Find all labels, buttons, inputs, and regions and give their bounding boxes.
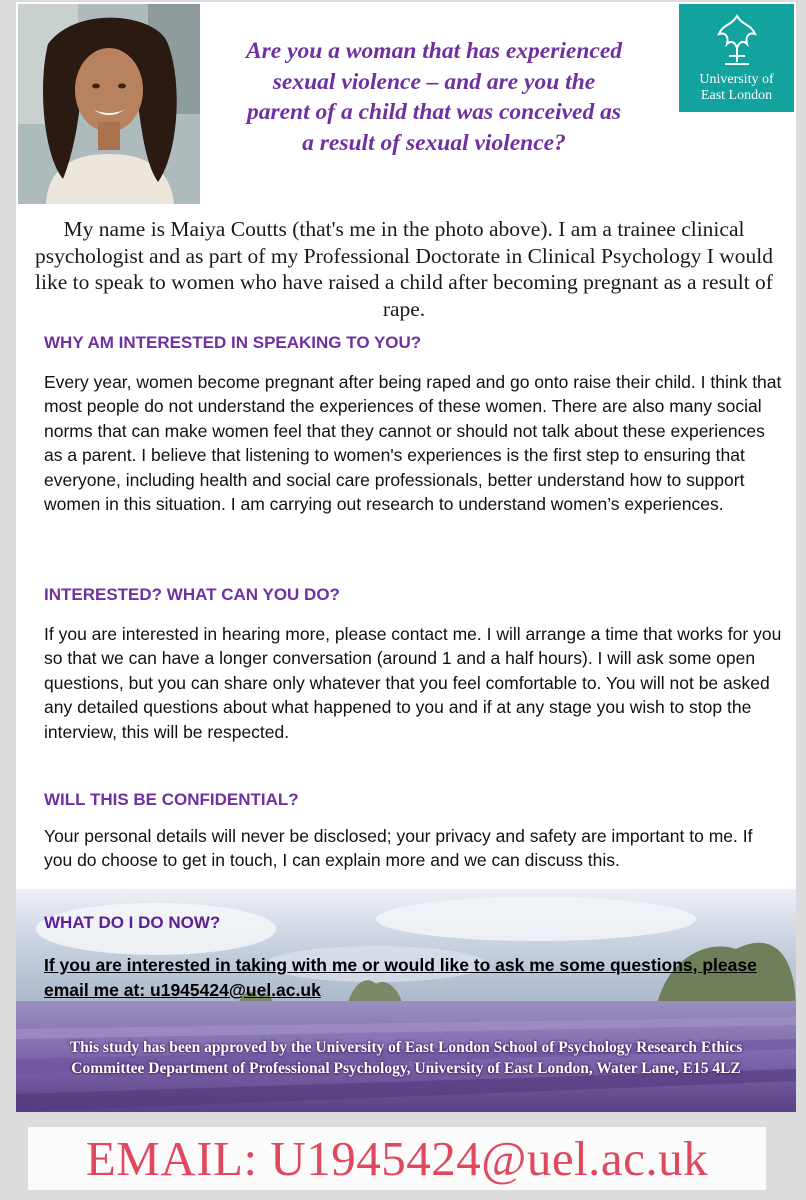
ethics-approval-text: This study has been approved by the University of East London School of Psychology Research Ethics Committee Department of Professional Psychology, University of East London, Water Lane, E15 4LZ	[69, 1039, 743, 1077]
headline: Are you a woman that has experienced sexual violence – and are you the parent of a child that was conceived as a result of sexual violence?	[245, 38, 622, 156]
footer-heading: WHAT DO I DO NOW?	[44, 913, 221, 932]
section-heading-confidential: WILL THIS BE CONFIDENTIAL?	[44, 790, 299, 809]
section-heading-why: WHY AM INTERESTED IN SPEAKING TO YOU?	[44, 333, 422, 352]
logo-line-2: East London	[700, 88, 773, 103]
section-body-why: Every year, women become pregnant after being raped and go onto raise their child. I think that most people do not understand the experiences of these women. There are also many social norms that can make women feel that they cannot or should not talk about these experiences as a parent. I believe that listening to women's experiences is the first step to ensuring that everyone, including health and social care professionals, better understand how to support women in this situation. I am carrying out research to understand women’s experiences.	[44, 372, 782, 515]
section-body-confidential: Your personal details will never be disclosed; your privacy and safety are important to me. If you do choose to get in touch, I can explain more and we can discuss this.	[44, 826, 753, 871]
section-body-interested: If you are interested in hearing more, please contact me. I will arrange a time that works for you so that we can have a longer conversation (around 1 and a half hours). I will ask some open questions, but you can share only whatever that you feel comfortable to. You will not be asked any detailed questions about what happened to you and if at any stage you wish to stop the interview, this will be respected.	[44, 624, 782, 742]
email-invitation-link[interactable]: If you are interested in taking with me or would like to ask me some questions, please email me at: u1945424@uel.ac.uk	[44, 955, 757, 1000]
section-heading-interested: INTERESTED? WHAT CAN YOU DO?	[44, 585, 340, 604]
university-logo	[679, 4, 794, 112]
intro-paragraph: My name is Maiya Coutts (that's me in the photo above). I am a trainee clinical psychologist and as part of my Professional Doctorate in Clinical Psychology I would like to speak to women who have raised a child after becoming pregnant as a result of rape.	[34, 217, 774, 321]
email-banner[interactable]: EMAIL: U1945424@uel.ac.uk	[28, 1127, 766, 1190]
logo-line-1: University of	[699, 72, 774, 87]
eagle-crest-icon	[717, 12, 757, 68]
poster	[16, 2, 796, 1112]
footer-lavender-field	[16, 889, 796, 1112]
profile-photo	[18, 4, 200, 204]
